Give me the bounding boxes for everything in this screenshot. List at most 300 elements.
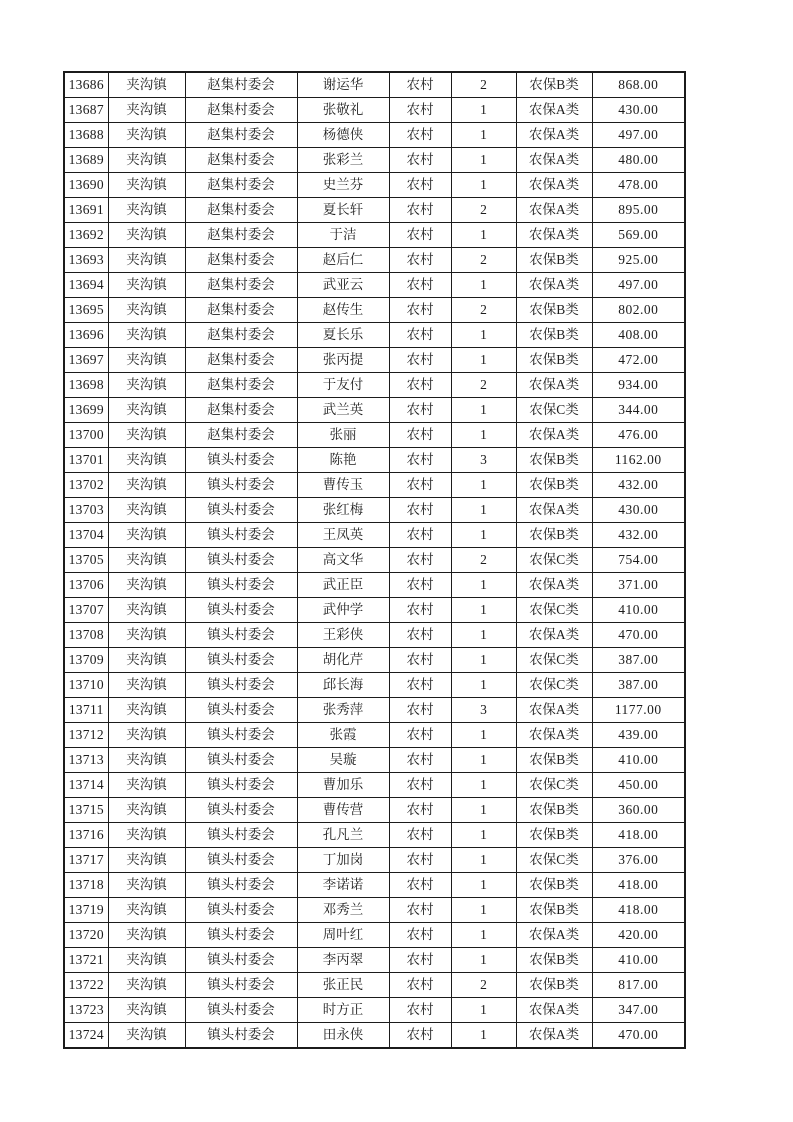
cell-amount: 497.00 — [592, 123, 685, 148]
cell-record-id: 13688 — [64, 123, 108, 148]
cell-person-count: 1 — [451, 748, 516, 773]
cell-person-count: 1 — [451, 623, 516, 648]
cell-insurance-class: 农保B类 — [516, 748, 592, 773]
cell-town: 夹沟镇 — [108, 323, 185, 348]
cell-residence-type: 农村 — [389, 548, 451, 573]
cell-record-id: 13719 — [64, 898, 108, 923]
cell-town: 夹沟镇 — [108, 548, 185, 573]
cell-residence-type: 农村 — [389, 673, 451, 698]
table-row — [64, 298, 685, 323]
cell-record-id: 13714 — [64, 773, 108, 798]
cell-person-name: 王凤英 — [297, 523, 389, 548]
cell-amount: 754.00 — [592, 548, 685, 573]
cell-town: 夹沟镇 — [108, 523, 185, 548]
table-row — [64, 848, 685, 873]
cell-village-committee: 镇头村委会 — [185, 498, 297, 523]
cell-amount: 432.00 — [592, 473, 685, 498]
cell-amount: 470.00 — [592, 623, 685, 648]
cell-person-name: 张丽 — [297, 423, 389, 448]
cell-insurance-class: 农保A类 — [516, 373, 592, 398]
cell-village-committee: 赵集村委会 — [185, 173, 297, 198]
cell-person-count: 2 — [451, 973, 516, 998]
table-row — [64, 348, 685, 373]
cell-residence-type: 农村 — [389, 348, 451, 373]
cell-residence-type: 农村 — [389, 298, 451, 323]
cell-residence-type: 农村 — [389, 723, 451, 748]
cell-town: 夹沟镇 — [108, 123, 185, 148]
cell-residence-type: 农村 — [389, 923, 451, 948]
table-row — [64, 1023, 685, 1049]
cell-amount: 925.00 — [592, 248, 685, 273]
cell-person-name: 于洁 — [297, 223, 389, 248]
cell-person-name: 张红梅 — [297, 498, 389, 523]
cell-insurance-class: 农保B类 — [516, 248, 592, 273]
cell-record-id: 13690 — [64, 173, 108, 198]
table-row — [64, 723, 685, 748]
cell-person-name: 田永侠 — [297, 1023, 389, 1049]
cell-town: 夹沟镇 — [108, 248, 185, 273]
cell-person-name: 武正臣 — [297, 573, 389, 598]
cell-town: 夹沟镇 — [108, 398, 185, 423]
cell-residence-type: 农村 — [389, 473, 451, 498]
cell-person-count: 2 — [451, 298, 516, 323]
cell-record-id: 13711 — [64, 698, 108, 723]
cell-record-id: 13707 — [64, 598, 108, 623]
cell-town: 夹沟镇 — [108, 998, 185, 1023]
cell-person-count: 1 — [451, 273, 516, 298]
cell-town: 夹沟镇 — [108, 623, 185, 648]
cell-town: 夹沟镇 — [108, 273, 185, 298]
cell-amount: 1177.00 — [592, 698, 685, 723]
cell-village-committee: 赵集村委会 — [185, 423, 297, 448]
cell-village-committee: 镇头村委会 — [185, 748, 297, 773]
cell-insurance-class: 农保A类 — [516, 623, 592, 648]
table-row — [64, 973, 685, 998]
cell-town: 夹沟镇 — [108, 698, 185, 723]
cell-person-name: 赵传生 — [297, 298, 389, 323]
cell-record-id: 13706 — [64, 573, 108, 598]
cell-person-name: 夏长轩 — [297, 198, 389, 223]
cell-residence-type: 农村 — [389, 198, 451, 223]
cell-record-id: 13692 — [64, 223, 108, 248]
cell-town: 夹沟镇 — [108, 223, 185, 248]
cell-village-committee: 赵集村委会 — [185, 348, 297, 373]
cell-person-name: 武兰英 — [297, 398, 389, 423]
cell-village-committee: 镇头村委会 — [185, 998, 297, 1023]
cell-person-name: 张秀萍 — [297, 698, 389, 723]
table-row — [64, 823, 685, 848]
cell-record-id: 13722 — [64, 973, 108, 998]
cell-town: 夹沟镇 — [108, 723, 185, 748]
cell-person-name: 曹加乐 — [297, 773, 389, 798]
cell-amount: 868.00 — [592, 72, 685, 98]
cell-town: 夹沟镇 — [108, 298, 185, 323]
cell-person-name: 张敬礼 — [297, 98, 389, 123]
cell-person-name: 时方正 — [297, 998, 389, 1023]
cell-insurance-class: 农保C类 — [516, 848, 592, 873]
cell-insurance-class: 农保A类 — [516, 123, 592, 148]
cell-record-id: 13704 — [64, 523, 108, 548]
cell-person-count: 1 — [451, 873, 516, 898]
cell-person-count: 1 — [451, 423, 516, 448]
cell-insurance-class: 农保B类 — [516, 798, 592, 823]
cell-person-count: 1 — [451, 323, 516, 348]
cell-village-committee: 镇头村委会 — [185, 523, 297, 548]
cell-amount: 817.00 — [592, 973, 685, 998]
table-row — [64, 72, 685, 98]
cell-residence-type: 农村 — [389, 773, 451, 798]
table-row — [64, 498, 685, 523]
cell-amount: 497.00 — [592, 273, 685, 298]
cell-amount: 450.00 — [592, 773, 685, 798]
cell-residence-type: 农村 — [389, 248, 451, 273]
cell-residence-type: 农村 — [389, 273, 451, 298]
cell-residence-type: 农村 — [389, 823, 451, 848]
cell-person-name: 杨德侠 — [297, 123, 389, 148]
cell-residence-type: 农村 — [389, 998, 451, 1023]
cell-insurance-class: 农保A类 — [516, 573, 592, 598]
cell-amount: 470.00 — [592, 1023, 685, 1049]
cell-person-name: 陈艳 — [297, 448, 389, 473]
cell-amount: 934.00 — [592, 373, 685, 398]
table-row — [64, 898, 685, 923]
cell-insurance-class: 农保A类 — [516, 423, 592, 448]
table-row — [64, 448, 685, 473]
cell-amount: 418.00 — [592, 873, 685, 898]
cell-record-id: 13717 — [64, 848, 108, 873]
cell-person-count: 1 — [451, 898, 516, 923]
cell-insurance-class: 农保A类 — [516, 998, 592, 1023]
cell-village-committee: 赵集村委会 — [185, 98, 297, 123]
cell-insurance-class: 农保C类 — [516, 648, 592, 673]
cell-town: 夹沟镇 — [108, 98, 185, 123]
cell-record-id: 13698 — [64, 373, 108, 398]
cell-village-committee: 赵集村委会 — [185, 373, 297, 398]
cell-amount: 478.00 — [592, 173, 685, 198]
cell-insurance-class: 农保A类 — [516, 273, 592, 298]
cell-amount: 410.00 — [592, 948, 685, 973]
cell-record-id: 13716 — [64, 823, 108, 848]
cell-town: 夹沟镇 — [108, 823, 185, 848]
cell-town: 夹沟镇 — [108, 798, 185, 823]
cell-insurance-class: 农保B类 — [516, 973, 592, 998]
cell-amount: 432.00 — [592, 523, 685, 548]
cell-record-id: 13721 — [64, 948, 108, 973]
cell-village-committee: 镇头村委会 — [185, 598, 297, 623]
cell-person-count: 1 — [451, 1023, 516, 1049]
cell-insurance-class: 农保B类 — [516, 323, 592, 348]
cell-residence-type: 农村 — [389, 623, 451, 648]
cell-amount: 418.00 — [592, 823, 685, 848]
cell-amount: 1162.00 — [592, 448, 685, 473]
cell-town: 夹沟镇 — [108, 648, 185, 673]
cell-residence-type: 农村 — [389, 973, 451, 998]
cell-amount: 360.00 — [592, 798, 685, 823]
cell-person-count: 1 — [451, 573, 516, 598]
cell-village-committee: 赵集村委会 — [185, 148, 297, 173]
cell-person-count: 1 — [451, 798, 516, 823]
cell-person-name: 赵后仁 — [297, 248, 389, 273]
cell-record-id: 13686 — [64, 72, 108, 98]
cell-town: 夹沟镇 — [108, 573, 185, 598]
cell-person-count: 1 — [451, 98, 516, 123]
cell-town: 夹沟镇 — [108, 673, 185, 698]
cell-person-name: 曹传营 — [297, 798, 389, 823]
table-row — [64, 573, 685, 598]
cell-residence-type: 农村 — [389, 573, 451, 598]
cell-person-count: 1 — [451, 598, 516, 623]
cell-person-name: 王彩侠 — [297, 623, 389, 648]
cell-village-committee: 赵集村委会 — [185, 273, 297, 298]
table-row — [64, 748, 685, 773]
cell-town: 夹沟镇 — [108, 748, 185, 773]
cell-village-committee: 镇头村委会 — [185, 898, 297, 923]
cell-amount: 430.00 — [592, 98, 685, 123]
table-row — [64, 423, 685, 448]
cell-village-committee: 赵集村委会 — [185, 72, 297, 98]
cell-town: 夹沟镇 — [108, 473, 185, 498]
cell-insurance-class: 农保B类 — [516, 523, 592, 548]
table-row — [64, 148, 685, 173]
cell-record-id: 13713 — [64, 748, 108, 773]
cell-village-committee: 镇头村委会 — [185, 473, 297, 498]
table-row — [64, 248, 685, 273]
cell-town: 夹沟镇 — [108, 773, 185, 798]
table-row — [64, 648, 685, 673]
cell-person-count: 2 — [451, 548, 516, 573]
cell-village-committee: 赵集村委会 — [185, 323, 297, 348]
cell-amount: 430.00 — [592, 498, 685, 523]
cell-insurance-class: 农保B类 — [516, 948, 592, 973]
table-row — [64, 398, 685, 423]
cell-village-committee: 镇头村委会 — [185, 648, 297, 673]
cell-record-id: 13689 — [64, 148, 108, 173]
cell-insurance-class: 农保A类 — [516, 173, 592, 198]
cell-village-committee: 镇头村委会 — [185, 698, 297, 723]
table-row — [64, 173, 685, 198]
cell-village-committee: 赵集村委会 — [185, 398, 297, 423]
cell-residence-type: 农村 — [389, 223, 451, 248]
cell-insurance-class: 农保B类 — [516, 898, 592, 923]
cell-residence-type: 农村 — [389, 848, 451, 873]
cell-town: 夹沟镇 — [108, 198, 185, 223]
cell-residence-type: 农村 — [389, 1023, 451, 1049]
cell-person-count: 2 — [451, 72, 516, 98]
table-row — [64, 623, 685, 648]
cell-residence-type: 农村 — [389, 948, 451, 973]
cell-person-name: 周叶红 — [297, 923, 389, 948]
cell-amount: 347.00 — [592, 998, 685, 1023]
cell-village-committee: 赵集村委会 — [185, 123, 297, 148]
cell-amount: 439.00 — [592, 723, 685, 748]
cell-record-id: 13720 — [64, 923, 108, 948]
cell-amount: 371.00 — [592, 573, 685, 598]
cell-person-name: 谢运华 — [297, 72, 389, 98]
cell-insurance-class: 农保B类 — [516, 473, 592, 498]
cell-person-count: 1 — [451, 398, 516, 423]
cell-village-committee: 镇头村委会 — [185, 1023, 297, 1049]
cell-amount: 418.00 — [592, 898, 685, 923]
cell-person-name: 邱长海 — [297, 673, 389, 698]
cell-person-count: 1 — [451, 173, 516, 198]
cell-amount: 895.00 — [592, 198, 685, 223]
cell-village-committee: 赵集村委会 — [185, 223, 297, 248]
cell-record-id: 13709 — [64, 648, 108, 673]
cell-insurance-class: 农保C类 — [516, 773, 592, 798]
cell-record-id: 13700 — [64, 423, 108, 448]
cell-person-count: 1 — [451, 773, 516, 798]
cell-record-id: 13710 — [64, 673, 108, 698]
cell-village-committee: 镇头村委会 — [185, 948, 297, 973]
table-row — [64, 698, 685, 723]
cell-town: 夹沟镇 — [108, 948, 185, 973]
table-row — [64, 998, 685, 1023]
cell-record-id: 13687 — [64, 98, 108, 123]
table-row — [64, 798, 685, 823]
cell-town: 夹沟镇 — [108, 72, 185, 98]
cell-town: 夹沟镇 — [108, 148, 185, 173]
cell-person-count: 1 — [451, 848, 516, 873]
cell-insurance-class: 农保B类 — [516, 298, 592, 323]
table-row — [64, 598, 685, 623]
cell-person-count: 1 — [451, 948, 516, 973]
cell-person-count: 3 — [451, 448, 516, 473]
cell-person-count: 1 — [451, 673, 516, 698]
cell-record-id: 13703 — [64, 498, 108, 523]
cell-village-committee: 镇头村委会 — [185, 773, 297, 798]
cell-person-name: 武亚云 — [297, 273, 389, 298]
cell-town: 夹沟镇 — [108, 973, 185, 998]
cell-residence-type: 农村 — [389, 598, 451, 623]
cell-residence-type: 农村 — [389, 148, 451, 173]
table-row — [64, 473, 685, 498]
cell-record-id: 13696 — [64, 323, 108, 348]
cell-record-id: 13705 — [64, 548, 108, 573]
cell-town: 夹沟镇 — [108, 848, 185, 873]
cell-record-id: 13699 — [64, 398, 108, 423]
cell-residence-type: 农村 — [389, 323, 451, 348]
cell-amount: 480.00 — [592, 148, 685, 173]
cell-town: 夹沟镇 — [108, 923, 185, 948]
cell-town: 夹沟镇 — [108, 873, 185, 898]
cell-village-committee: 赵集村委会 — [185, 248, 297, 273]
cell-residence-type: 农村 — [389, 648, 451, 673]
cell-town: 夹沟镇 — [108, 448, 185, 473]
cell-person-count: 1 — [451, 123, 516, 148]
cell-person-count: 2 — [451, 248, 516, 273]
cell-village-committee: 镇头村委会 — [185, 923, 297, 948]
cell-insurance-class: 农保B类 — [516, 448, 592, 473]
cell-person-count: 1 — [451, 473, 516, 498]
table-row — [64, 123, 685, 148]
cell-village-committee: 镇头村委会 — [185, 873, 297, 898]
cell-residence-type: 农村 — [389, 98, 451, 123]
table-row — [64, 773, 685, 798]
table-row — [64, 673, 685, 698]
cell-amount: 387.00 — [592, 648, 685, 673]
cell-person-name: 曹传玉 — [297, 473, 389, 498]
cell-insurance-class: 农保A类 — [516, 723, 592, 748]
cell-amount: 410.00 — [592, 748, 685, 773]
cell-person-count: 1 — [451, 223, 516, 248]
cell-record-id: 13718 — [64, 873, 108, 898]
cell-residence-type: 农村 — [389, 373, 451, 398]
cell-person-name: 邓秀兰 — [297, 898, 389, 923]
table-row — [64, 373, 685, 398]
benefits-table — [63, 71, 686, 1049]
cell-amount: 472.00 — [592, 348, 685, 373]
cell-residence-type: 农村 — [389, 448, 451, 473]
cell-person-name: 李诺诺 — [297, 873, 389, 898]
cell-person-name: 吴璇 — [297, 748, 389, 773]
cell-residence-type: 农村 — [389, 748, 451, 773]
cell-person-count: 1 — [451, 723, 516, 748]
cell-amount: 802.00 — [592, 298, 685, 323]
cell-residence-type: 农村 — [389, 123, 451, 148]
cell-residence-type: 农村 — [389, 398, 451, 423]
cell-amount: 387.00 — [592, 673, 685, 698]
cell-record-id: 13708 — [64, 623, 108, 648]
table-row — [64, 98, 685, 123]
cell-village-committee: 镇头村委会 — [185, 673, 297, 698]
cell-insurance-class: 农保C类 — [516, 548, 592, 573]
cell-town: 夹沟镇 — [108, 173, 185, 198]
cell-person-name: 丁加岗 — [297, 848, 389, 873]
table-row — [64, 548, 685, 573]
cell-insurance-class: 农保B类 — [516, 873, 592, 898]
cell-village-committee: 镇头村委会 — [185, 548, 297, 573]
table-row — [64, 948, 685, 973]
cell-person-name: 张彩兰 — [297, 148, 389, 173]
cell-insurance-class: 农保B类 — [516, 72, 592, 98]
cell-insurance-class: 农保A类 — [516, 148, 592, 173]
table-row — [64, 273, 685, 298]
cell-person-name: 史兰芬 — [297, 173, 389, 198]
cell-amount: 410.00 — [592, 598, 685, 623]
cell-person-count: 1 — [451, 148, 516, 173]
cell-person-count: 1 — [451, 923, 516, 948]
cell-person-name: 张正民 — [297, 973, 389, 998]
cell-residence-type: 农村 — [389, 523, 451, 548]
cell-person-name: 李丙翠 — [297, 948, 389, 973]
cell-record-id: 13695 — [64, 298, 108, 323]
cell-person-count: 2 — [451, 373, 516, 398]
cell-town: 夹沟镇 — [108, 423, 185, 448]
cell-residence-type: 农村 — [389, 173, 451, 198]
cell-record-id: 13693 — [64, 248, 108, 273]
cell-person-name: 夏长乐 — [297, 323, 389, 348]
cell-insurance-class: 农保B类 — [516, 823, 592, 848]
cell-amount: 344.00 — [592, 398, 685, 423]
cell-person-count: 3 — [451, 698, 516, 723]
cell-person-count: 1 — [451, 498, 516, 523]
cell-person-name: 高文华 — [297, 548, 389, 573]
cell-insurance-class: 农保A类 — [516, 923, 592, 948]
cell-person-count: 1 — [451, 348, 516, 373]
cell-amount: 476.00 — [592, 423, 685, 448]
cell-village-committee: 镇头村委会 — [185, 798, 297, 823]
cell-village-committee: 赵集村委会 — [185, 198, 297, 223]
cell-village-committee: 镇头村委会 — [185, 723, 297, 748]
cell-insurance-class: 农保A类 — [516, 698, 592, 723]
cell-person-name: 孔凡兰 — [297, 823, 389, 848]
cell-person-count: 1 — [451, 823, 516, 848]
cell-insurance-class: 农保C类 — [516, 673, 592, 698]
table-row — [64, 873, 685, 898]
cell-residence-type: 农村 — [389, 498, 451, 523]
cell-amount: 569.00 — [592, 223, 685, 248]
cell-record-id: 13702 — [64, 473, 108, 498]
